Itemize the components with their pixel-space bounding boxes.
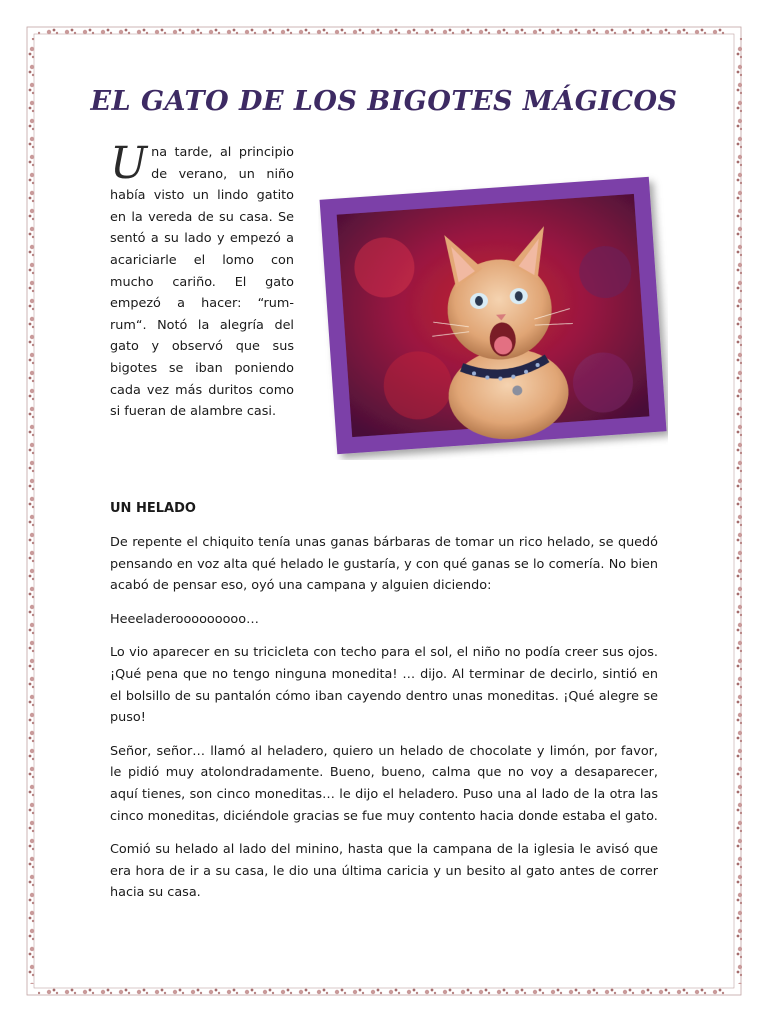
kitten-photo <box>318 170 668 460</box>
intro-paragraph <box>110 138 294 423</box>
paragraph: De repente el chiquito tenía unas ganas bárbaras de tomar un rico helado, se quedó pensando en voz alta qué helado le gustaría, y con qué ganas se lo comería. No bien acabó de pensar eso, oyó una campana y alguien diciendo: <box>110 535 658 594</box>
section-heading: UN HELADO <box>110 501 196 516</box>
paragraph: Señor, señor… llamó al heladero, quiero un helado de chocolate y limón, por favor, le pidió muy atolondradamente. Bueno, bueno, calma que no voy a desaparecer, aquí tienes, son cinco moneditas… le dijo el heladero. Puso una al lado de la otra las cinco moneditas, diciéndole gracias se fue muy contento hacia donde estaba el gato. <box>110 743 658 824</box>
drop-cap: U <box>110 138 148 189</box>
paragraph: Comió su helado al lado del minino, hasta que la campana de la iglesia le avisó que era hora de ir a su casa, le dio una última caricia y un besito al gato antes de correr hacia su casa. <box>110 842 658 901</box>
page-title: EL GATO DE LOS BIGOTES MÁGICOS <box>90 86 678 117</box>
intro-text: na tarde, al principio de verano, un niño había visto un lindo gatito en la vereda de su casa. Se sentó a su lado y empezó a acariciarle el lomo con mucho cariño. El gato empezó a hacer: “rum-rum“. Notó la alegría del gato y observó que sus bigotes se iban poniendo cada vez más duritos como si fueran de alambre casi. <box>110 145 294 420</box>
paragraph: Heeeladerooooooooo… <box>110 611 259 627</box>
story-body <box>110 532 658 916</box>
kitten-image <box>318 170 668 460</box>
paragraph: Lo vio aparecer en su tricicleta con techo para el sol, el niño no podía creer sus ojos. ¡Qué pena que no tengo ninguna monedita! … dijo. Al terminar de decirlo, sintió en el bolsillo de su pantalón cómo iban cayendo dentro unas moneditas. ¡Qué alegre se puso! <box>110 645 658 726</box>
